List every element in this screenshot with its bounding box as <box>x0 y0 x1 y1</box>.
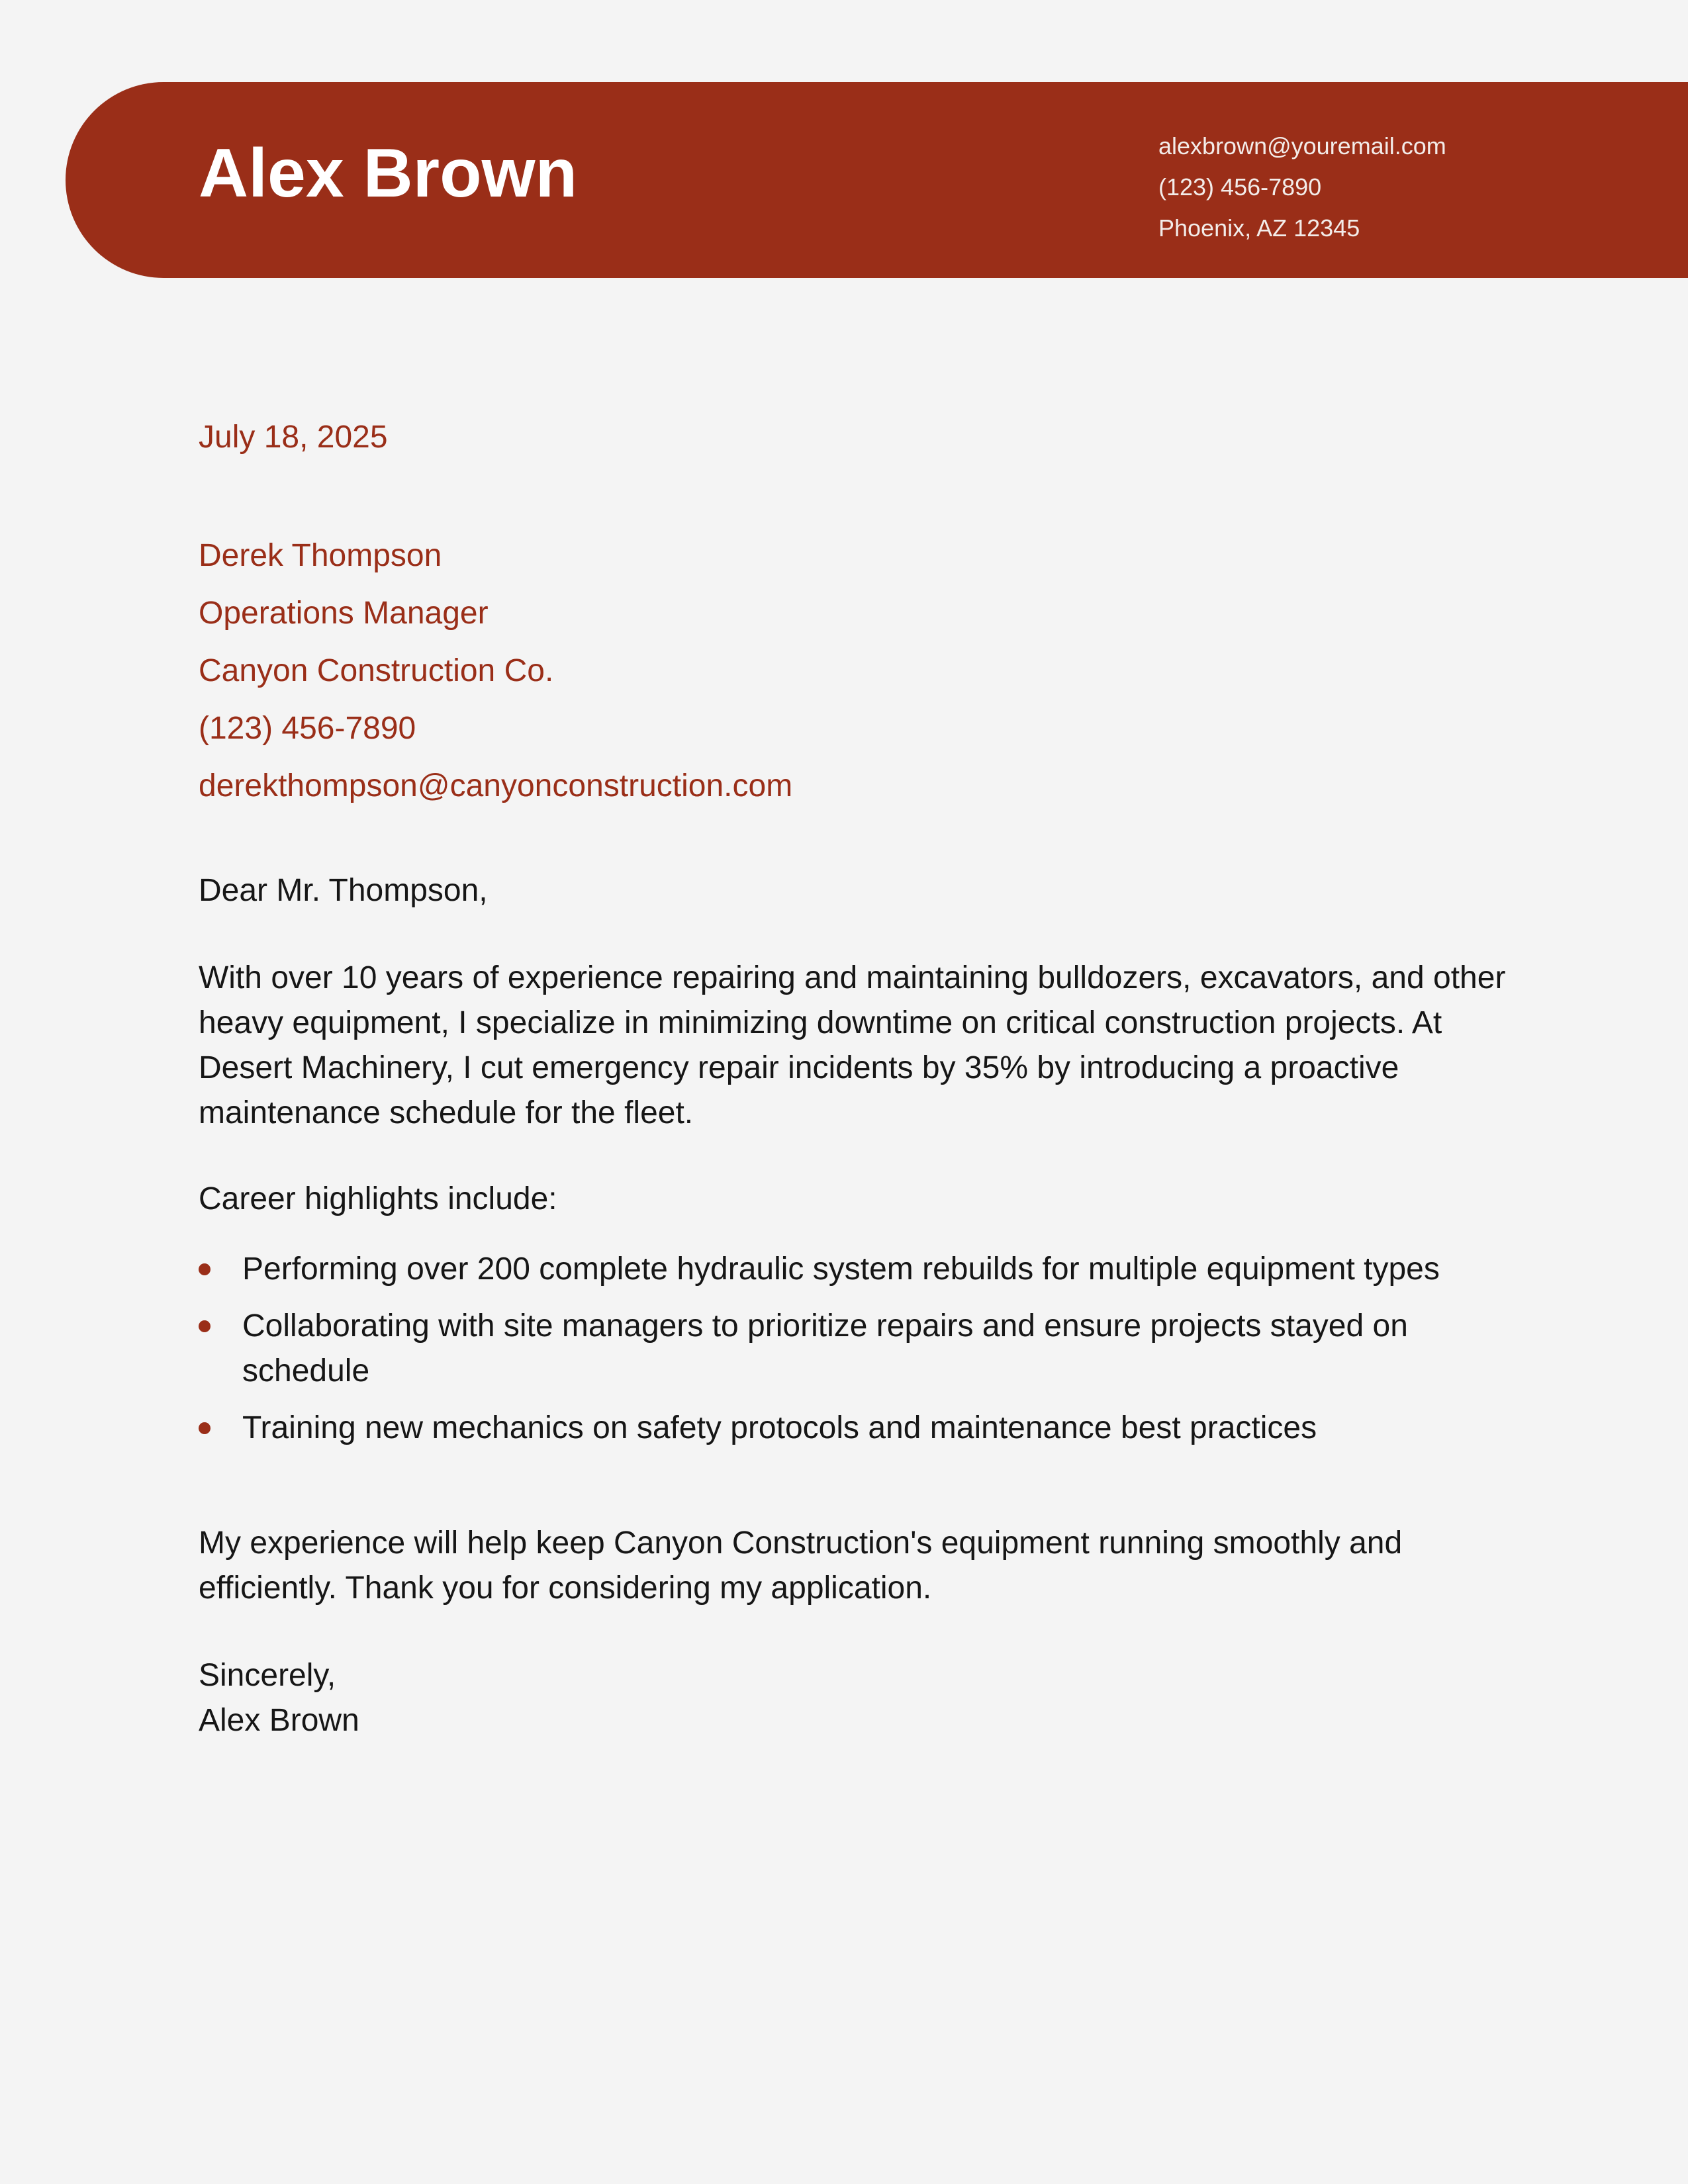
highlights-list <box>199 1247 1509 1463</box>
recipient-title: Operations Manager <box>199 596 489 631</box>
sender-location: Phoenix, AZ 12345 <box>1158 214 1360 242</box>
list-item <box>199 1304 1509 1394</box>
recipient-email: derekthompson@canyonconstruction.com <box>199 768 793 803</box>
sender-name: Alex Brown <box>199 135 578 212</box>
paragraph-intro: With over 10 years of experience repairing and maintaining bulldozers, excavators, and other heavy equipment, I specialize in minimizing downtime on critical construction projects. At Desert Machinery, I cut emergency repair incidents by 35% by introducing a proactive maintenance schedule for the fleet. <box>199 960 1506 1130</box>
recipient-block <box>199 527 792 815</box>
bullet-icon <box>199 1422 211 1434</box>
list-item-text: Training new mechanics on safety protocols and maintenance best practices <box>242 1410 1317 1445</box>
letter-date: July 18, 2025 <box>199 420 388 455</box>
list-item-text: Performing over 200 complete hydraulic system rebuilds for multiple equipment types <box>242 1251 1440 1287</box>
recipient-company: Canyon Construction Co. <box>199 653 554 688</box>
list-item <box>199 1406 1509 1451</box>
recipient-name: Derek Thompson <box>199 538 442 573</box>
salutation: Dear Mr. Thompson, <box>199 873 488 908</box>
highlights-intro: Career highlights include: <box>199 1181 557 1216</box>
list-item-text: Collaborating with site managers to prioritize repairs and ensure projects stayed on schedule <box>242 1308 1408 1388</box>
sender-email: alexbrown@youremail.com <box>1158 132 1446 159</box>
recipient-phone: (123) 456-7890 <box>199 711 416 746</box>
sender-contact <box>1158 126 1446 249</box>
signature: Alex Brown <box>199 1703 359 1738</box>
bullet-icon <box>199 1263 211 1275</box>
paragraph-closing: My experience will help keep Canyon Construction's equipment running smoothly and efficiently. Thank you for considering my application. <box>199 1525 1403 1606</box>
list-item <box>199 1247 1509 1292</box>
closing: Sincerely, <box>199 1658 336 1693</box>
bullet-icon <box>199 1320 211 1332</box>
sender-phone: (123) 456-7890 <box>1158 173 1322 201</box>
